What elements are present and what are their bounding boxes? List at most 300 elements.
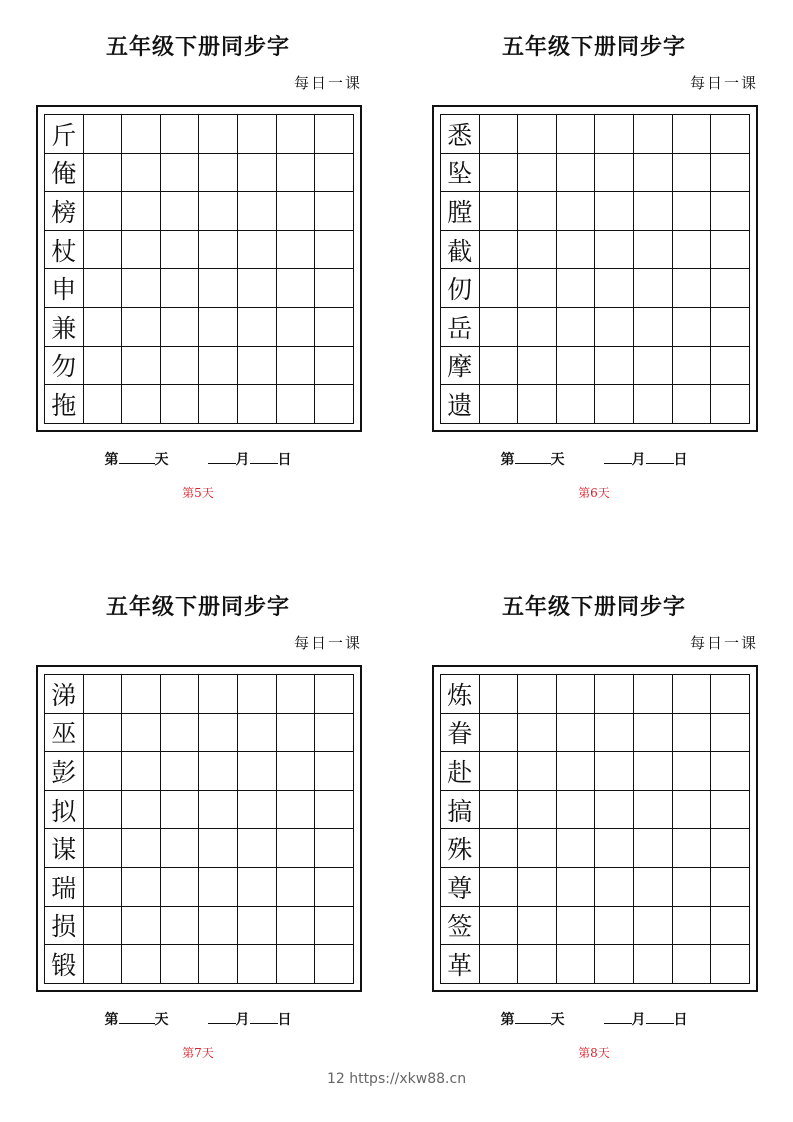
practice-cell[interactable] (595, 269, 634, 308)
practice-cell[interactable] (518, 115, 557, 154)
practice-cell[interactable] (711, 231, 750, 270)
practice-cell[interactable] (711, 791, 750, 830)
practice-cell[interactable] (557, 347, 596, 386)
practice-cell[interactable] (238, 154, 277, 193)
practice-cell[interactable] (595, 714, 634, 753)
practice-cell[interactable] (480, 829, 519, 868)
practice-cell[interactable] (122, 752, 161, 791)
practice-cell[interactable] (199, 829, 238, 868)
practice-cell[interactable] (84, 308, 123, 347)
practice-cell[interactable] (315, 829, 354, 868)
practice-cell[interactable] (557, 675, 596, 714)
practice-cell[interactable] (238, 714, 277, 753)
practice-cell[interactable] (595, 308, 634, 347)
model-character-cell: 杖 (45, 231, 84, 270)
practice-cell[interactable] (480, 714, 519, 753)
practice-cell[interactable] (557, 714, 596, 753)
practice-cell[interactable] (595, 829, 634, 868)
practice-cell[interactable] (199, 308, 238, 347)
date-blank[interactable] (646, 1011, 674, 1024)
practice-cell[interactable] (277, 752, 316, 791)
practice-cell[interactable] (480, 231, 519, 270)
date-day-unit: 天 (550, 452, 565, 468)
practice-cell[interactable] (122, 714, 161, 753)
practice-cell[interactable] (480, 907, 519, 946)
practice-cell[interactable] (518, 347, 557, 386)
date-date: 日 (277, 452, 292, 468)
practice-cell[interactable] (315, 385, 354, 424)
practice-cell[interactable] (595, 868, 634, 907)
practice-cell[interactable] (161, 308, 200, 347)
practice-cell[interactable] (161, 868, 200, 907)
practice-cell[interactable] (711, 269, 750, 308)
practice-cell[interactable] (673, 115, 712, 154)
practice-cell[interactable] (238, 308, 277, 347)
model-character-cell: 搞 (441, 791, 480, 830)
day-number-blank[interactable] (119, 451, 155, 464)
practice-cell[interactable] (238, 829, 277, 868)
practice-cell[interactable] (595, 192, 634, 231)
practice-cell[interactable] (634, 231, 673, 270)
practice-cell[interactable] (595, 154, 634, 193)
date-line (0, 1009, 396, 1029)
practice-cell[interactable] (634, 868, 673, 907)
model-character-cell: 赴 (441, 752, 480, 791)
date-prefix: 第 (104, 452, 119, 468)
practice-cell[interactable] (673, 231, 712, 270)
date-prefix: 第 (104, 1012, 119, 1028)
practice-cell[interactable] (673, 945, 712, 984)
practice-cell[interactable] (711, 868, 750, 907)
practice-cell[interactable] (557, 385, 596, 424)
worksheet-panel (396, 0, 792, 520)
practice-cell[interactable] (480, 791, 519, 830)
practice-cell[interactable] (480, 154, 519, 193)
practice-cell[interactable] (238, 347, 277, 386)
practice-cell[interactable] (84, 231, 123, 270)
practice-cell[interactable] (277, 115, 316, 154)
practice-cell[interactable] (634, 347, 673, 386)
practice-cell[interactable] (634, 945, 673, 984)
practice-cell[interactable] (480, 269, 519, 308)
practice-cell[interactable] (634, 829, 673, 868)
month-blank[interactable] (604, 451, 632, 464)
practice-cell[interactable] (673, 907, 712, 946)
practice-cell[interactable] (84, 868, 123, 907)
practice-cell[interactable] (711, 675, 750, 714)
day-label: 第7天 (182, 1046, 214, 1060)
practice-cell[interactable] (557, 791, 596, 830)
date-date: 日 (277, 1012, 292, 1028)
practice-cell[interactable] (673, 829, 712, 868)
practice-cell[interactable] (634, 791, 673, 830)
model-character-cell: 摩 (441, 347, 480, 386)
practice-cell[interactable] (277, 347, 316, 386)
date-line (0, 449, 396, 469)
practice-cell[interactable] (634, 714, 673, 753)
model-character-cell: 勿 (45, 347, 84, 386)
practice-cell[interactable] (673, 868, 712, 907)
practice-cell[interactable] (277, 385, 316, 424)
practice-cell[interactable] (238, 231, 277, 270)
practice-cell[interactable] (199, 347, 238, 386)
practice-cell[interactable] (161, 714, 200, 753)
practice-cell[interactable] (315, 115, 354, 154)
practice-cell[interactable] (595, 347, 634, 386)
practice-cell[interactable] (199, 907, 238, 946)
practice-cell[interactable] (84, 269, 123, 308)
practice-cell[interactable] (315, 945, 354, 984)
practice-cell[interactable] (711, 115, 750, 154)
worksheet-panel (0, 560, 396, 1080)
practice-cell[interactable] (634, 308, 673, 347)
practice-cell[interactable] (711, 907, 750, 946)
practice-cell[interactable] (199, 791, 238, 830)
day-number-blank[interactable] (515, 451, 551, 464)
practice-cell[interactable] (238, 192, 277, 231)
practice-cell[interactable] (122, 308, 161, 347)
practice-cell[interactable] (480, 868, 519, 907)
date-date: 日 (673, 452, 688, 468)
practice-cell[interactable] (161, 231, 200, 270)
practice-cell[interactable] (315, 308, 354, 347)
practice-cell[interactable] (711, 752, 750, 791)
practice-cell[interactable] (557, 829, 596, 868)
model-character-cell: 膛 (441, 192, 480, 231)
practice-cell[interactable] (161, 115, 200, 154)
practice-cell[interactable] (673, 154, 712, 193)
practice-cell[interactable] (518, 675, 557, 714)
model-character-cell: 岳 (441, 308, 480, 347)
model-character-cell: 遗 (441, 385, 480, 424)
model-character-cell: 悉 (441, 115, 480, 154)
model-character-cell: 坠 (441, 154, 480, 193)
date-line (396, 449, 792, 469)
month-blank[interactable] (208, 1011, 236, 1024)
model-character-cell: 革 (441, 945, 480, 984)
practice-cell[interactable] (84, 154, 123, 193)
practice-cell[interactable] (199, 752, 238, 791)
writing-grid-frame (432, 665, 758, 992)
practice-cell[interactable] (557, 192, 596, 231)
practice-cell[interactable] (122, 269, 161, 308)
date-blank[interactable] (646, 451, 674, 464)
practice-cell[interactable] (122, 347, 161, 386)
model-character-cell: 仞 (441, 269, 480, 308)
practice-cell[interactable] (238, 385, 277, 424)
practice-cell[interactable] (277, 231, 316, 270)
practice-cell[interactable] (634, 154, 673, 193)
practice-cell[interactable] (595, 385, 634, 424)
practice-cell[interactable] (673, 308, 712, 347)
practice-cell[interactable] (634, 752, 673, 791)
practice-cell[interactable] (84, 945, 123, 984)
practice-cell[interactable] (557, 231, 596, 270)
practice-cell[interactable] (557, 945, 596, 984)
practice-cell[interactable] (595, 752, 634, 791)
practice-cell[interactable] (122, 231, 161, 270)
practice-cell[interactable] (84, 714, 123, 753)
practice-cell[interactable] (122, 192, 161, 231)
practice-cell[interactable] (518, 829, 557, 868)
practice-cell[interactable] (673, 192, 712, 231)
writing-grid (440, 114, 750, 424)
practice-cell[interactable] (480, 945, 519, 984)
practice-cell[interactable] (595, 115, 634, 154)
practice-cell[interactable] (518, 269, 557, 308)
practice-cell[interactable] (238, 675, 277, 714)
practice-cell[interactable] (518, 907, 557, 946)
practice-cell[interactable] (557, 115, 596, 154)
practice-cell[interactable] (634, 269, 673, 308)
practice-cell[interactable] (673, 714, 712, 753)
day-number-blank[interactable] (119, 1011, 155, 1024)
practice-cell[interactable] (480, 385, 519, 424)
practice-cell[interactable] (238, 269, 277, 308)
practice-cell[interactable] (518, 791, 557, 830)
writing-grid (44, 674, 354, 984)
model-character-cell: 彭 (45, 752, 84, 791)
practice-cell[interactable] (711, 945, 750, 984)
practice-cell[interactable] (557, 308, 596, 347)
practice-cell[interactable] (518, 308, 557, 347)
practice-cell[interactable] (315, 192, 354, 231)
date-day-unit: 天 (154, 452, 169, 468)
practice-cell[interactable] (673, 791, 712, 830)
practice-cell[interactable] (122, 154, 161, 193)
practice-cell[interactable] (277, 945, 316, 984)
practice-cell[interactable] (122, 675, 161, 714)
model-character-cell: 谋 (45, 829, 84, 868)
practice-cell[interactable] (518, 154, 557, 193)
practice-cell[interactable] (315, 791, 354, 830)
practice-cell[interactable] (161, 945, 200, 984)
practice-cell[interactable] (238, 791, 277, 830)
date-month: 月 (235, 1012, 250, 1028)
worksheet-panel (0, 0, 396, 520)
practice-cell[interactable] (161, 675, 200, 714)
page-footer: 12 https://xkw88.cn (326, 1071, 467, 1087)
date-prefix: 第 (500, 452, 515, 468)
practice-cell[interactable] (711, 192, 750, 231)
date-date: 日 (673, 1012, 688, 1028)
practice-cell[interactable] (557, 868, 596, 907)
practice-cell[interactable] (315, 154, 354, 193)
practice-cell[interactable] (277, 269, 316, 308)
practice-cell[interactable] (673, 752, 712, 791)
practice-cell[interactable] (634, 385, 673, 424)
practice-cell[interactable] (518, 945, 557, 984)
practice-cell[interactable] (84, 115, 123, 154)
practice-cell[interactable] (557, 154, 596, 193)
practice-cell[interactable] (122, 385, 161, 424)
practice-cell[interactable] (315, 269, 354, 308)
writing-grid-frame (36, 105, 362, 432)
practice-cell[interactable] (595, 791, 634, 830)
practice-cell[interactable] (238, 752, 277, 791)
practice-cell[interactable] (199, 192, 238, 231)
model-character-cell: 截 (441, 231, 480, 270)
practice-cell[interactable] (711, 829, 750, 868)
model-character-cell: 签 (441, 907, 480, 946)
worksheet-subtitle: 每日一课 (293, 74, 362, 92)
practice-cell[interactable] (480, 192, 519, 231)
practice-cell[interactable] (595, 675, 634, 714)
practice-cell[interactable] (315, 714, 354, 753)
practice-cell[interactable] (122, 791, 161, 830)
practice-cell[interactable] (673, 385, 712, 424)
month-blank[interactable] (604, 1011, 632, 1024)
model-character-cell: 涕 (45, 675, 84, 714)
date-day-unit: 天 (550, 1012, 565, 1028)
model-character-cell: 炼 (441, 675, 480, 714)
date-month: 月 (631, 452, 646, 468)
practice-cell[interactable] (480, 675, 519, 714)
practice-cell[interactable] (84, 907, 123, 946)
practice-cell[interactable] (315, 907, 354, 946)
model-character-cell: 拖 (45, 385, 84, 424)
practice-cell[interactable] (199, 115, 238, 154)
practice-cell[interactable] (84, 752, 123, 791)
practice-cell[interactable] (277, 791, 316, 830)
worksheet-panel (396, 560, 792, 1080)
model-character-cell: 殊 (441, 829, 480, 868)
practice-cell[interactable] (84, 675, 123, 714)
practice-cell[interactable] (315, 347, 354, 386)
practice-cell[interactable] (277, 829, 316, 868)
practice-cell[interactable] (161, 269, 200, 308)
practice-cell[interactable] (518, 385, 557, 424)
worksheet-title: 五年级下册同步字 (105, 34, 290, 60)
practice-cell[interactable] (595, 231, 634, 270)
practice-cell[interactable] (238, 868, 277, 907)
day-label: 第8天 (578, 1046, 610, 1060)
practice-cell[interactable] (673, 269, 712, 308)
practice-cell[interactable] (199, 868, 238, 907)
practice-cell[interactable] (711, 308, 750, 347)
practice-cell[interactable] (277, 907, 316, 946)
practice-cell[interactable] (634, 192, 673, 231)
date-month: 月 (235, 452, 250, 468)
practice-cell[interactable] (634, 907, 673, 946)
practice-cell[interactable] (84, 385, 123, 424)
practice-cell[interactable] (161, 791, 200, 830)
practice-cell[interactable] (557, 269, 596, 308)
practice-cell[interactable] (557, 752, 596, 791)
model-character-cell: 锻 (45, 945, 84, 984)
practice-cell[interactable] (84, 829, 123, 868)
day-label: 第5天 (182, 486, 214, 500)
month-blank[interactable] (208, 451, 236, 464)
practice-cell[interactable] (315, 752, 354, 791)
writing-grid (440, 674, 750, 984)
practice-cell[interactable] (161, 829, 200, 868)
practice-cell[interactable] (277, 154, 316, 193)
date-prefix: 第 (500, 1012, 515, 1028)
practice-cell[interactable] (161, 385, 200, 424)
practice-cell[interactable] (277, 308, 316, 347)
practice-cell[interactable] (199, 154, 238, 193)
date-blank[interactable] (250, 451, 278, 464)
practice-cell[interactable] (277, 868, 316, 907)
practice-cell[interactable] (480, 308, 519, 347)
practice-cell[interactable] (238, 115, 277, 154)
practice-cell[interactable] (122, 907, 161, 946)
practice-cell[interactable] (161, 752, 200, 791)
practice-cell[interactable] (518, 714, 557, 753)
practice-cell[interactable] (480, 752, 519, 791)
practice-cell[interactable] (595, 945, 634, 984)
practice-cell[interactable] (199, 231, 238, 270)
practice-cell[interactable] (122, 868, 161, 907)
practice-cell[interactable] (277, 714, 316, 753)
practice-cell[interactable] (161, 347, 200, 386)
date-blank[interactable] (250, 1011, 278, 1024)
practice-cell[interactable] (199, 945, 238, 984)
practice-cell[interactable] (84, 791, 123, 830)
practice-cell[interactable] (84, 192, 123, 231)
practice-cell[interactable] (711, 347, 750, 386)
practice-cell[interactable] (84, 347, 123, 386)
model-character-cell: 申 (45, 269, 84, 308)
practice-cell[interactable] (277, 192, 316, 231)
model-character-cell: 巫 (45, 714, 84, 753)
practice-cell[interactable] (315, 868, 354, 907)
model-character-cell: 损 (45, 907, 84, 946)
practice-cell[interactable] (315, 231, 354, 270)
practice-cell[interactable] (711, 385, 750, 424)
practice-cell[interactable] (199, 675, 238, 714)
practice-cell[interactable] (277, 675, 316, 714)
practice-cell[interactable] (518, 752, 557, 791)
practice-cell[interactable] (122, 945, 161, 984)
practice-cell[interactable] (518, 192, 557, 231)
practice-cell[interactable] (122, 829, 161, 868)
practice-cell[interactable] (480, 347, 519, 386)
practice-cell[interactable] (518, 231, 557, 270)
model-character-cell: 榜 (45, 192, 84, 231)
practice-cell[interactable] (161, 192, 200, 231)
practice-cell[interactable] (711, 714, 750, 753)
writing-grid-frame (36, 665, 362, 992)
practice-cell[interactable] (161, 154, 200, 193)
practice-cell[interactable] (673, 347, 712, 386)
practice-cell[interactable] (315, 675, 354, 714)
practice-cell[interactable] (518, 868, 557, 907)
practice-cell[interactable] (557, 907, 596, 946)
practice-cell[interactable] (199, 385, 238, 424)
practice-cell[interactable] (238, 907, 277, 946)
practice-cell[interactable] (634, 115, 673, 154)
practice-cell[interactable] (161, 907, 200, 946)
practice-cell[interactable] (480, 115, 519, 154)
practice-cell[interactable] (711, 154, 750, 193)
practice-cell[interactable] (199, 714, 238, 753)
model-character-cell: 俺 (45, 154, 84, 193)
practice-cell[interactable] (634, 675, 673, 714)
practice-cell[interactable] (238, 945, 277, 984)
practice-cell[interactable] (673, 675, 712, 714)
practice-cell[interactable] (595, 907, 634, 946)
practice-cell[interactable] (199, 269, 238, 308)
practice-cell[interactable] (122, 115, 161, 154)
model-character-cell: 尊 (441, 868, 480, 907)
writing-grid-frame (432, 105, 758, 432)
worksheet-subtitle: 每日一课 (689, 74, 758, 92)
worksheet-title: 五年级下册同步字 (105, 594, 290, 620)
day-number-blank[interactable] (515, 1011, 551, 1024)
worksheet-title: 五年级下册同步字 (501, 594, 686, 620)
